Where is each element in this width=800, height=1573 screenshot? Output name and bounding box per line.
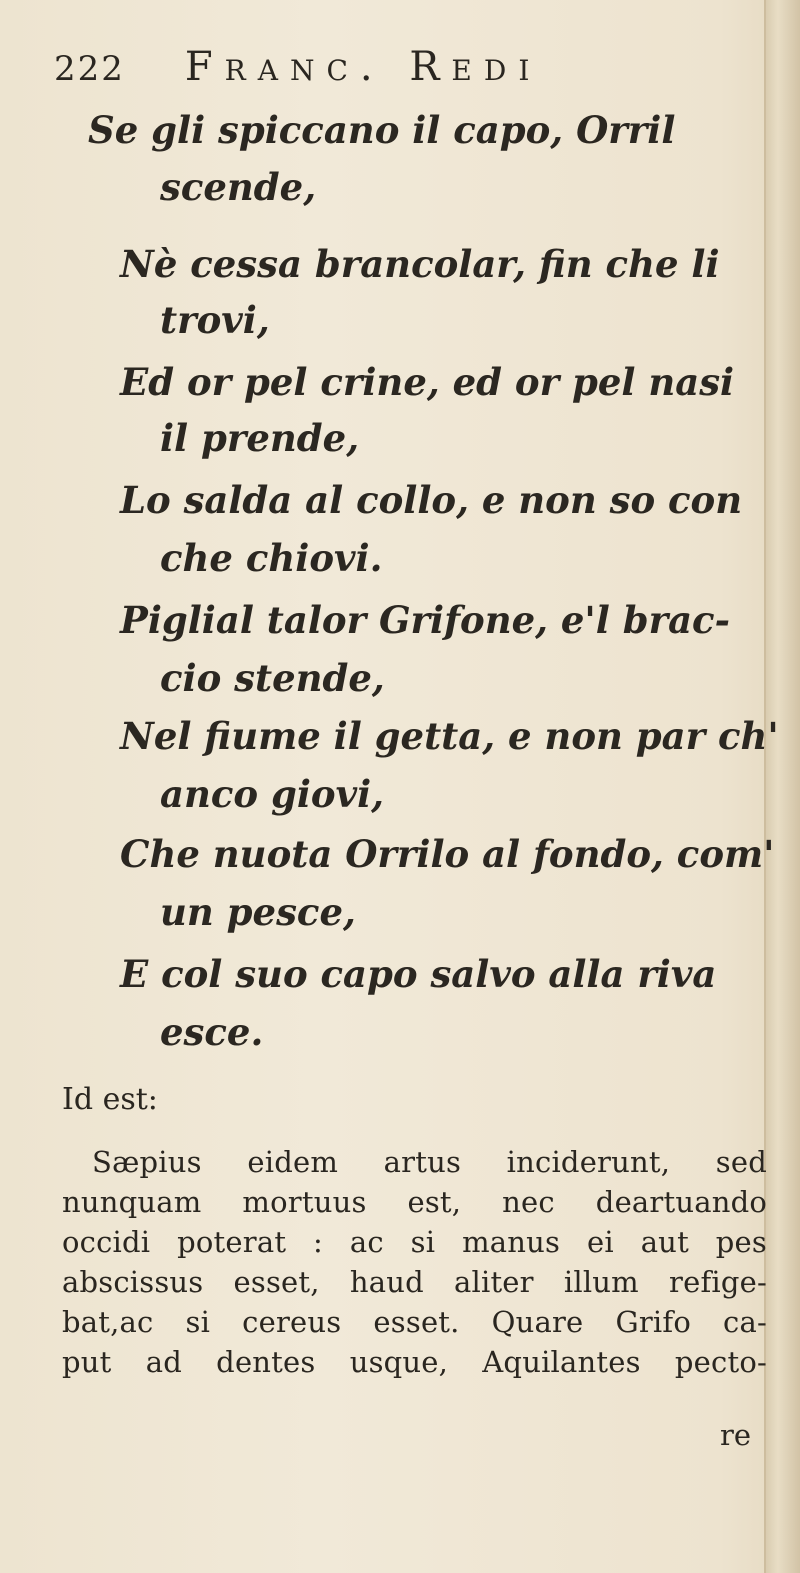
verse-line: il prende, [160,416,360,460]
prose-line: nunquam mortuus est, nec deartuando [62,1185,767,1219]
page-header [54,44,754,94]
verse-line: Piglial talor Grifone, e'l brac- [120,598,730,642]
catchword: re [720,1418,752,1452]
verse-line: Se gli spiccano il capo, Orril [88,108,676,152]
prose-line: bat,ac si cereus esset. Quare Grifo ca- [62,1305,767,1339]
running-head: Franc. Redi [184,44,542,90]
verse-line: Ed or pel crine, ed or pel nasi [120,360,735,404]
verse-line: E col suo capo salvo alla riva [120,952,717,996]
prose-line: abscissus esset, haud aliter illum refige- [62,1265,767,1299]
verse-line: Nè cessa brancolar, fin che li [120,242,720,286]
verse-line: un pesce, [160,890,356,934]
verse-line: Lo salda al collo, e non so con [120,478,743,522]
prose-line: put ad dentes usque, Aquilantes pecto- [62,1345,767,1379]
verse-line: che chiovi. [160,536,383,580]
verse-line: Che nuota Orrilo al fondo, com' [120,832,775,876]
verse-line: scende, [160,165,317,209]
prose-line: occidi poterat : ac si manus ei aut pes [62,1225,767,1259]
id-est-label: Id est: [62,1082,158,1117]
prose-line: Sæpius eidem artus inciderunt, sed [92,1145,767,1179]
facing-page-edge [764,0,800,1573]
latin-paraphrase [62,1142,767,1382]
verse-line: Nel fiume il getta, e non par ch' [120,714,779,758]
verse-line: anco giovi, [160,772,385,816]
verse-line: esce. [160,1010,264,1054]
verse-line: cio stende, [160,656,385,700]
verse-line: trovi, [160,298,270,342]
page-number: 222 [54,49,125,89]
